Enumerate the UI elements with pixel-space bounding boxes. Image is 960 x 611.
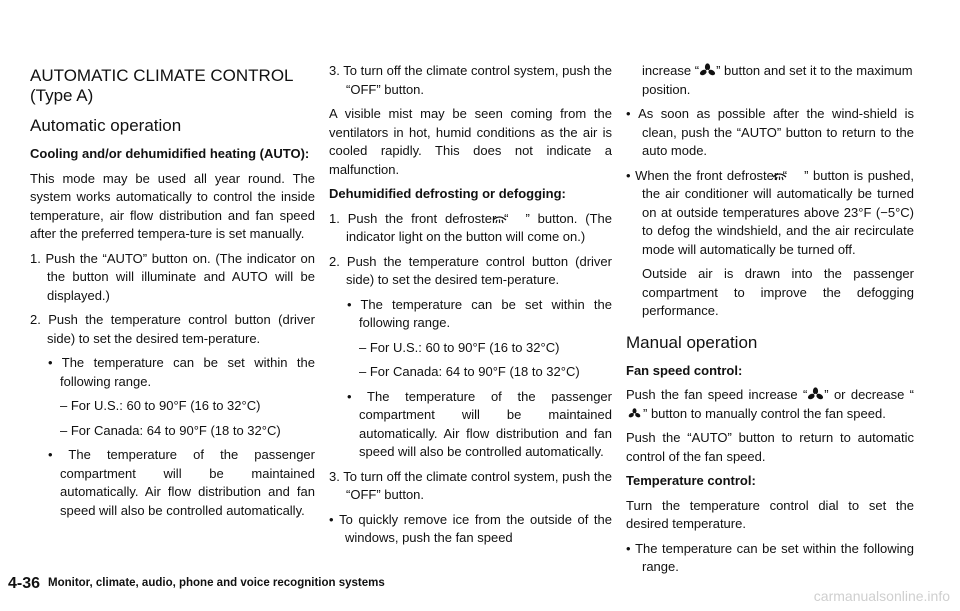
page-number: 4-36: [8, 575, 41, 592]
section-heading-manual: Manual operation: [626, 332, 758, 352]
fan-text-b: ” or decrease “: [824, 387, 914, 402]
dot-when-post: ” button is pushed, the air conditioner will automatically be turned on at outside temperatures above 23°F (−5°C) to defog the windshield, and the air recirculate mode will automatically be turned off.: [642, 167, 914, 257]
fan-large-icon: [807, 387, 824, 402]
column-right: [626, 62, 914, 583]
fan-large-icon: [699, 63, 716, 78]
fan-small-icon: [626, 406, 643, 421]
column-left: [30, 62, 315, 526]
subheading-fan: Fan speed control:: [626, 362, 743, 378]
outside-air-paragraph: Outside air is drawn into the passenger compartment to improve the defogging performance.: [642, 266, 914, 318]
ice-continued-pre: increase “: [642, 63, 700, 78]
dash-us: – For U.S.: 60 to 90°F (16 to 32°C): [60, 398, 261, 413]
fan-text-c: ” button to manually control the fan speed.: [643, 405, 886, 421]
bullet-range-2: • The temperature can be set within the following range.: [347, 296, 612, 330]
defog-step-2: 2. Push the temperature control button (driver side) to set the desired tem-perature.: [329, 253, 612, 287]
dot-ice: • To quickly remove ice from the outside of the windows, push the fan speed: [329, 511, 612, 545]
fan-paragraph: [626, 386, 914, 423]
section-heading-automatic: Automatic operation: [30, 116, 182, 135]
bullet-passenger: • The temperature of the passenger compartment will be maintained automatically. Air flow distribution and fan speed will also be controlled automatically.: [48, 447, 315, 518]
dot-when: • When the front defroster “ ” button is pushed, the air conditioner will automatically be turned on at outside temperatures above 23°F (−5°C) to defog the windshield, and the air recirculate mode will automatically be turned off.: [626, 167, 914, 257]
mist-paragraph: A visible mist may be seen coming from the ventilators in hot, humid conditions as the air is cooled rapidly. This does not indicate a malfunction.: [329, 106, 612, 177]
subheading-temperature: Temperature control:: [626, 473, 756, 488]
dot-range-text: The temperature can be set within the following range.: [635, 540, 914, 574]
bullet-passenger-2: • The temperature of the passenger compartment will be maintained automatically. Air flow distribution and fan speed will also be controlled automatically.: [347, 388, 612, 459]
fan-text-a: Push the fan speed increase “: [626, 387, 808, 402]
front-defroster-icon: [508, 211, 525, 226]
step-1: 1. Push the “AUTO” button on. (The indicator on the button will illuminate and AUTO will be displayed.): [30, 250, 315, 303]
front-defroster-icon: [787, 168, 804, 183]
dot-asap: • As soon as possible after the wind-shield is clean, push the “AUTO” button to return to the auto mode.: [626, 106, 914, 158]
subheading-cooling: Cooling and/or dehumidified heating (AUTO):: [30, 146, 310, 161]
dot-ice-text: To quickly remove ice from the outside of the windows, push the fan speed: [339, 511, 612, 545]
bullet-range: • The temperature can be set within the following range.: [48, 355, 315, 389]
column-middle: [329, 62, 612, 554]
step-3: 3. To turn off the climate control system, push the “OFF” button.: [329, 63, 612, 97]
ice-continued: [626, 62, 914, 99]
defog-step-1-post: ” button. (The indicator light on the button will come on.): [346, 210, 612, 244]
dot-asap-text: As soon as possible after the wind-shield is clean, push the “AUTO” button to return to the auto mode.: [638, 106, 914, 158]
dash-canada: – For Canada: 64 to 90°F (18 to 32°C): [60, 422, 281, 438]
ice-continued-post: ” button and set it to the maximum position.: [642, 63, 913, 97]
title-line-2: (Type A): [30, 86, 94, 105]
defog-step-1-pre: 1. Push the front defroster “: [329, 210, 509, 226]
dash-canada-2: – For Canada: 64 to 90°F (18 to 32°C): [359, 364, 580, 379]
defog-step-3: 3. To turn off the climate control system, push the “OFF” button.: [329, 468, 612, 502]
dot-when-pre: When the front defroster “: [635, 167, 788, 183]
defog-step-1: [329, 210, 612, 247]
step-2: 2. Push the temperature control button (driver side) to set the desired tem-perature.: [30, 312, 315, 346]
watermark: carmanualsonline.info: [813, 588, 950, 604]
dash-us-2: – For U.S.: 60 to 90°F (16 to 32°C): [359, 339, 560, 355]
intro-paragraph: This mode may be used all year round. The system works automatically to control the inside temperature, air flow distribution and fan speed after the preferred tempera-ture is set manually.: [30, 170, 315, 241]
dot-range: • The temperature can be set within the following range.: [626, 540, 914, 574]
page-title: [30, 66, 315, 106]
title-line-1: AUTOMATIC CLIMATE CONTROL: [30, 66, 294, 85]
footer-section-title: Monitor, climate, audio, phone and voice recognition systems: [48, 577, 385, 589]
subheading-defog: Dehumidified defrosting or defogging:: [329, 186, 566, 201]
dial-paragraph: Turn the temperature control dial to set the desired temperature.: [626, 497, 914, 531]
auto-return-paragraph: Push the “AUTO” button to return to automatic control of the fan speed.: [626, 430, 914, 464]
